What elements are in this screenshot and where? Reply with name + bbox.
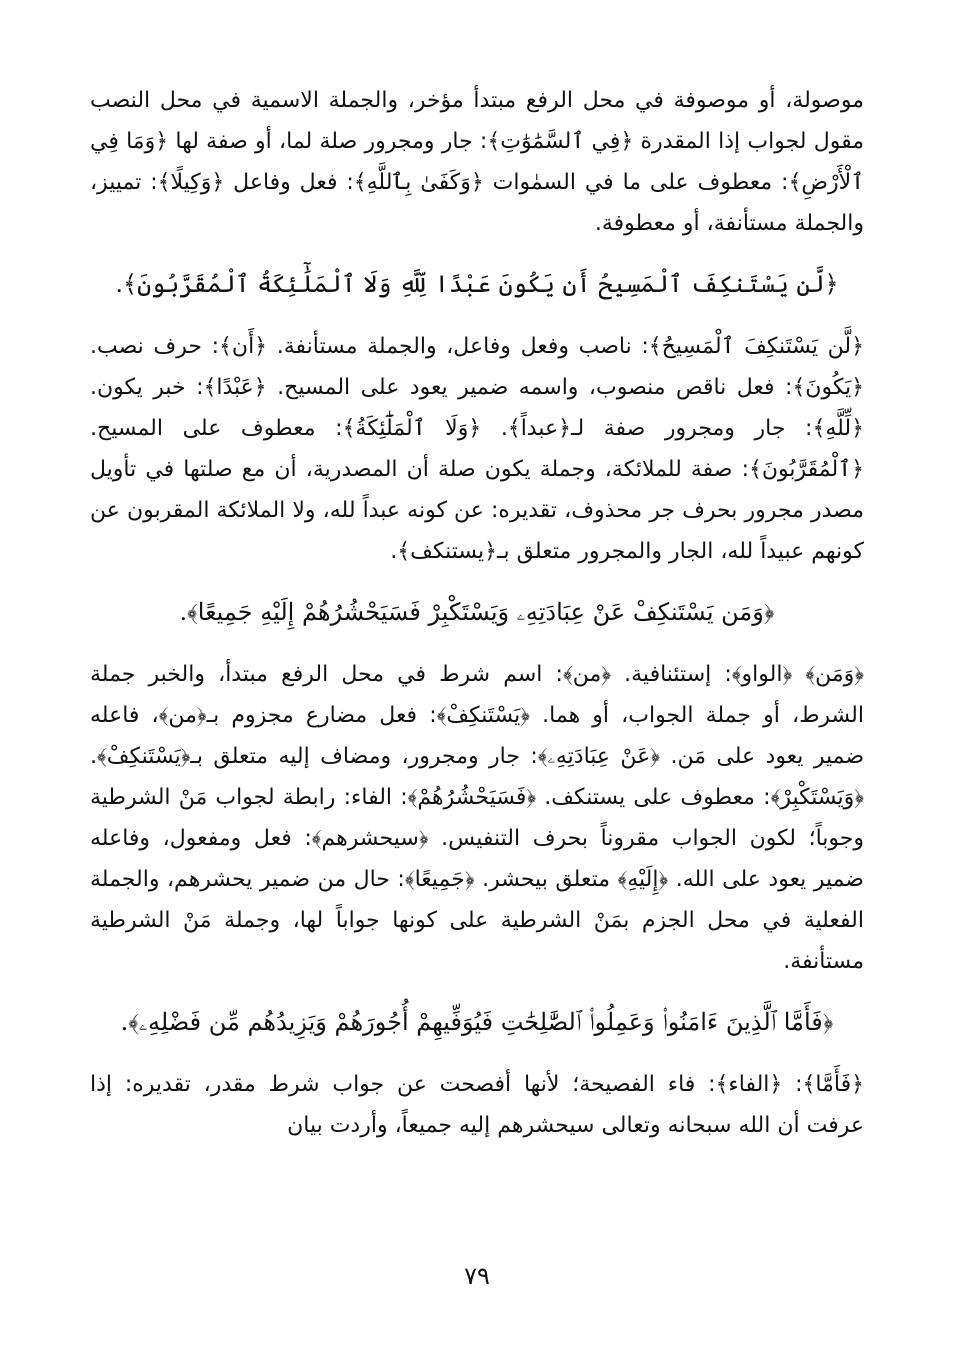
paragraph-4: ﴿فَأَمَّا﴾: ﴿الفاء﴾: فاء الفصيحة؛ لأنها أفصحت عن جواب شرط مقدر، تقديره: إذا عرفت أن الله سبحانه وتعالى سيحشرهم إليه جميعاً، وأردت بيان xyxy=(90,1072,864,1138)
verse-1: ﴿لَّن يَسْتَنكِفَ ٱلْمَسِيحُ أَن يَكُونَ عَبْدًا لِّلَّهِ وَلَا ٱلْمَلَٰٓئِكَةُ ٱلْمُقَرَّبُونَ﴾. xyxy=(115,270,839,298)
paragraph-3: ﴿وَمَن﴾ ﴿الواو﴾: إستئنافية. ﴿من﴾: اسم شرط في محل الرفع مبتدأ، والخبر جملة الشرط، أو جملة الجواب، أو هما. ﴿يَسْتَنكِفْ﴾: فعل مضارع مجزوم بـ﴿من﴾، فاعله ضمير يعود على مَن. ﴿عَنْ عِبَادَتِهِۦ﴾: جار ومجرور، ومضاف إليه متعلق بـ﴿يَسْتَنكِفْ﴾. ﴿وَيَسْتَكْبِرْ﴾: معطوف على يستنكف. ﴿فَسَيَحْشُرُهُمْ﴾: الفاء: رابطة لجواب مَنْ الشرطية وجوباً؛ لكون الجواب مقروناً بحرف التنفيس. ﴿سيحشرهم﴾: فعل ومفعول، وفاعله ضمير يعود على الله. ﴿إِلَيْهِ﴾ متعلق بيحشر. ﴿جَمِيعًا﴾: حال من ضمير يحشرهم، والجملة الفعلية في محل الجزم بمَنْ الشرطية على كونها جواباً لها، وجملة مَنْ الشرطية مستأنفة. xyxy=(90,662,864,974)
verse-2: ﴿وَمَن يَسْتَنكِفْ عَنْ عِبَادَتِهِۦ وَيَسْتَكْبِرْ فَسَيَحْشُرُهُمْ إِلَيْهِ جَمِيعًا﴾. xyxy=(179,598,775,626)
paragraph-1: موصولة، أو موصوفة في محل الرفع مبتدأ مؤخر، والجملة الاسمية في محل النصب مقول لجواب إذا المقدرة ﴿فِي ٱلسَّمَٰوَٰتِ﴾: جار ومجرور صلة لما، أو صفة لها ﴿وَمَا فِي ٱلْأَرْضِ﴾: معطوف على ما في السمٰوات ﴿وَكَفَىٰ بِٱللَّهِ﴾: فعل وفاعل ﴿وَكِيلًا﴾: تمييز، والجملة مستأنفة، أو معطوفة. xyxy=(90,88,864,236)
verse-3: ﴿فَأَمَّا ٱلَّذِينَ ءَامَنُوا۟ وَعَمِلُوا۟ ٱلصَّٰلِحَٰتِ فَيُوَفِّيهِمْ أُجُورَهُمْ وَيَزِيدُهُم مِّن فَضْلِهِۦ﴾. xyxy=(120,1008,834,1036)
page-number: ٧٩ xyxy=(464,1262,490,1290)
paragraph-2: ﴿لَّن يَسْتَنكِفَ ٱلْمَسِيحُ﴾: ناصب وفعل وفاعل، والجملة مستأنفة. ﴿أَن﴾: حرف نصب. ﴿يَكُونَ﴾: فعل ناقص منصوب، واسمه ضمير يعود على المسيح. ﴿عَبْدًا﴾: خبر يكون. ﴿لِّلَّهِ﴾: جار ومجرور صفة لـ﴿عبداً﴾. ﴿وَلَا ٱلْمَلَٰٓئِكَةُ﴾: معطوف على المسيح. ﴿ٱلْمُقَرَّبُونَ﴾: صفة للملائكة، وجملة يكون صلة أن المصدرية، أن مع صلتها في تأويل مصدر مجرور بحرف جر محذوف، تقديره: عن كونه عبداً لله، ولا الملائكة المقربون عن كونهم عبيداً لله، الجار والمجرور متعلق بـ﴿يستنكف﴾. xyxy=(90,334,864,564)
page-body xyxy=(90,80,864,1146)
